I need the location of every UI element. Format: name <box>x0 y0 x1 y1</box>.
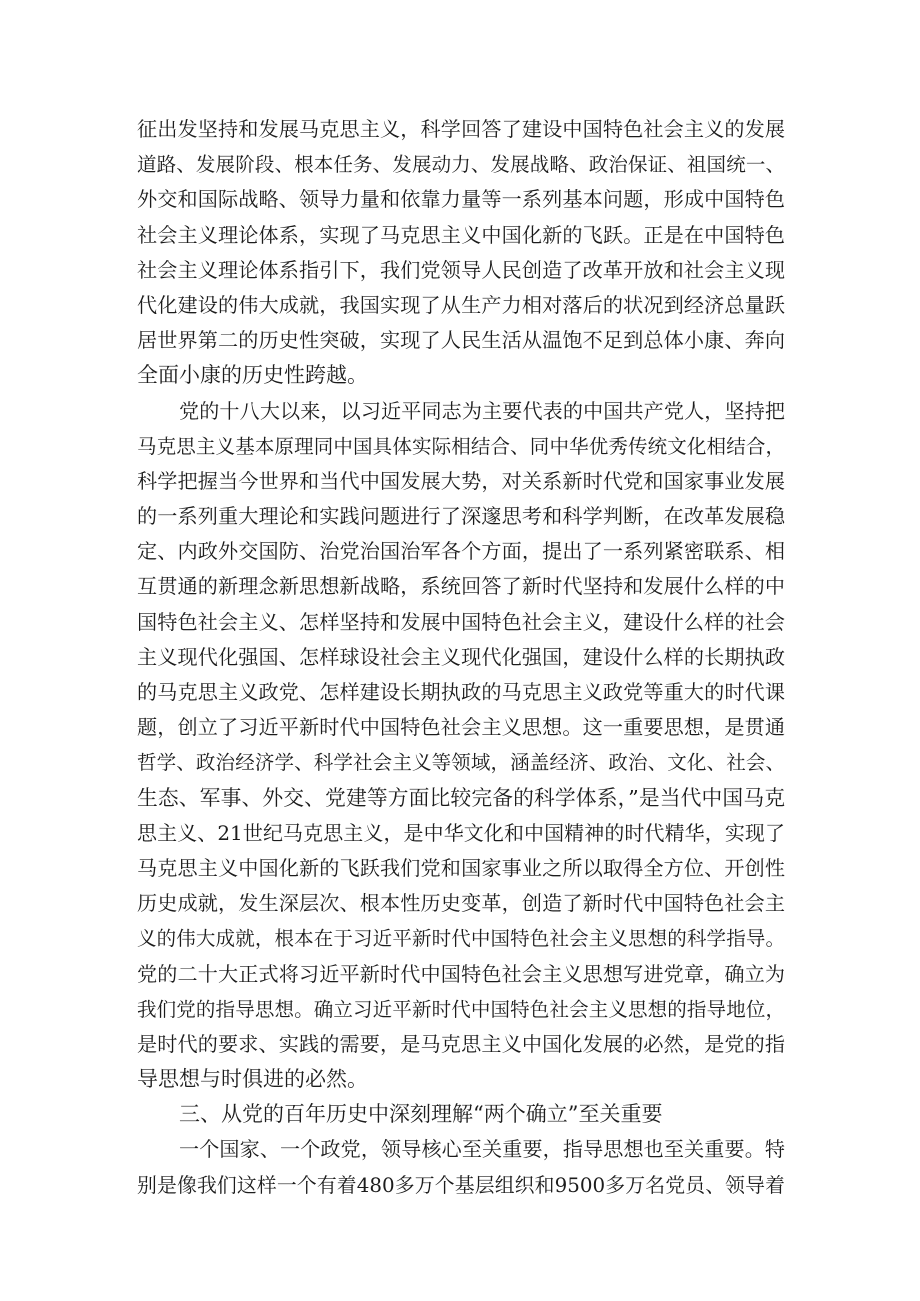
text-line: 马克思主义基本原理同中国具体实际相结合、同中华优秀传统文化相结合， <box>137 434 785 458</box>
text-line: 的马克思主义政党、怎样建设长期执政的马克思主义政党等重大的时代课 <box>137 680 785 704</box>
text-line: 义的伟大成就，根本在于习近平新时代中国特色社会主义思想的科学指导。 <box>137 927 785 951</box>
text-line: 马克思主义中国化新的飞跃我们党和国家事业之所以取得全方位、开创性 <box>137 855 785 880</box>
text-line: 生态、军事、外交、党建等方面比较完备的科学体系，”是当代中国马克 <box>137 785 785 810</box>
text-line: 外交和国际战略、领导力量和依靠力量等一系列基本问题，形成中国特色 <box>137 187 785 212</box>
text-line: 全面小康的历史性跨越。 <box>137 363 368 388</box>
text-line: 党的二十大正式将习近平新时代中国特色社会主义思想写进党章，确立为 <box>137 961 785 986</box>
text-line: 定、内政外交国防、治党治国治军各个方面，提出了一系列紧密联系、相 <box>137 539 785 564</box>
text-line: 哲学、政治经济学、科学社会主义等领域，涵盖经济、政治、文化、社会、 <box>137 751 785 775</box>
text-line: 思主义、21世纪马克思主义，是中华文化和中国精神的时代精华，实现了 <box>137 820 785 845</box>
text-line: 我们党的指导思想。确立习近平新时代中国特色社会主义思想的指导地位， <box>137 997 785 1021</box>
document-body <box>137 112 785 1203</box>
text-line: 主义现代化强国、怎样球设社会主义现代化强国，建设什么样的长期执政 <box>137 644 785 669</box>
text-line: 题，创立了习近平新时代中国特色社会主义思想。这一重要思想，是贯通 <box>137 715 785 740</box>
paragraph-start-line: 党的十八大以来，以习近平同志为主要代表的中国共产党人，坚持把 <box>179 398 785 423</box>
text-line: 历史成就，发生深层次、根本性历史变革，创造了新时代中国特色社会主 <box>137 891 785 916</box>
text-line: 是时代的要求、实践的需要，是马克思主义中国化发展的必然，是党的指 <box>137 1031 785 1056</box>
text-line: 导思想与时俱进的必然。 <box>137 1067 368 1092</box>
text-line: 道路、发展阶段、根本任务、发展动力、发展战略、政治保证、祖国统一、 <box>137 153 785 177</box>
section-heading: 三、从党的百年历史中深刻理解“两个确立”至关重要 <box>179 1102 663 1127</box>
text-line: 科学把握当今世界和当代中国发展大势，对关系新时代党和国家事业发展 <box>137 468 785 493</box>
text-line: 社会主义理论体系指引下，我们党领导人民创造了改革开放和社会主义现 <box>137 257 785 282</box>
text-line: 别是像我们这样一个有着480多万个基层组织和9500多万名党员、领导着 <box>137 1173 785 1197</box>
text-line: 的一系列重大理论和实践问题进行了深邃思考和科学判断，在改革发展稳 <box>137 504 785 529</box>
text-line: 社会主义理论体系，实现了马克思主义中国化新的飞跃。正是在中国特色 <box>137 222 785 247</box>
text-line: 居世界第二的历史性突破，实现了人民生活从温饱不足到总体小康、奔向 <box>137 328 785 353</box>
text-line: 互贯通的新理念新思想新战略，系统回答了新时代坚持和发展什么样的中 <box>137 574 785 599</box>
text-line: 征出发坚持和发展马克思主义，科学回答了建设中国特色社会主义的发展 <box>137 117 785 141</box>
text-line: 国特色社会主义、怎样坚持和发展中国特色社会主义，建设什么样的社会 <box>137 609 785 634</box>
paragraph-start-line: 一个国家、一个政党，领导核心至关重要，指导思想也至关重要。特 <box>179 1137 785 1162</box>
text-line: 代化建设的伟大成就，我国实现了从生产力相对落后的状况到经济总量跃 <box>137 292 785 317</box>
